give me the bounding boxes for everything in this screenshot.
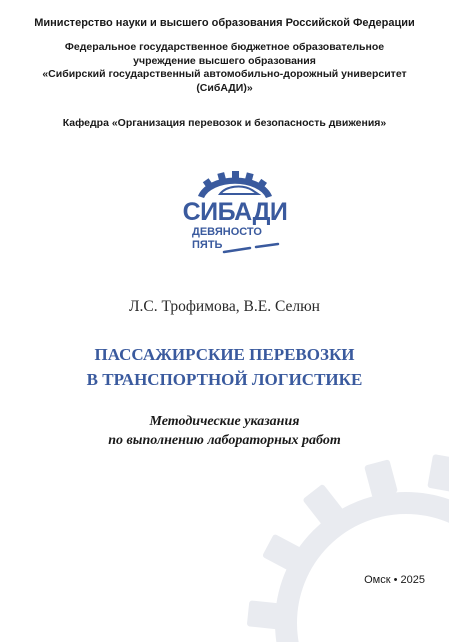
- gear-watermark-icon: [216, 448, 449, 642]
- document-title: [0, 342, 449, 392]
- institution-line: Федеральное государственное бюджетное образовательное: [64, 41, 385, 53]
- institution-name: [0, 41, 449, 95]
- logo-car-icon: [220, 187, 258, 194]
- logo-tagline: ПЯТЬ: [192, 239, 223, 251]
- logo-road-icon: [224, 244, 278, 252]
- subtitle-line: по выполнению лабораторных работ: [108, 433, 341, 448]
- sibadi-logo: [180, 168, 290, 264]
- department-name: Кафедра «Организация перевозок и безопасность движения»: [62, 117, 387, 129]
- institution-line: (СибАДИ)»: [196, 81, 253, 94]
- subtitle-line: Методические указания: [149, 414, 300, 429]
- title-line: ПАССАЖИРСКИЕ ПЕРЕВОЗКИ: [94, 345, 355, 364]
- city-year: Омск • 2025: [364, 574, 425, 586]
- document-subtitle: [0, 412, 449, 450]
- authors: Л.С. Трофимова, В.Е. Селюн: [129, 298, 320, 315]
- ministry-name: Министерство науки и высшего образования Российской Федерации: [34, 17, 415, 29]
- logo-name: СИБАДИ: [182, 198, 288, 226]
- institution-line: «Сибирский государственный автомобильно-дорожный университет: [42, 68, 407, 80]
- logo-tagline: ДЕВЯНОСТО: [192, 226, 262, 238]
- title-line: В ТРАНСПОРТНОЙ ЛОГИСТИКЕ: [86, 370, 363, 389]
- institution-line: учреждение высшего образования: [133, 54, 316, 67]
